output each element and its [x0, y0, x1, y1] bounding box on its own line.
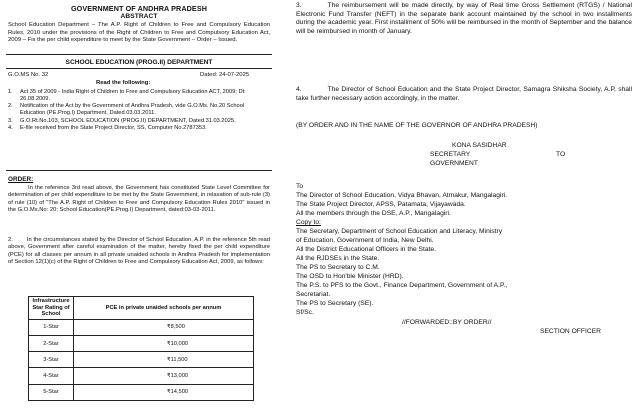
copy-item: The Secretary, Department of School Education and Literacy, Ministry	[296, 228, 503, 235]
to-label: To	[296, 183, 304, 190]
copy-item: The P.S. to PFS to the Govt., Finance Department, Government of A.P.,	[296, 282, 508, 289]
table-row: 4-Star ₹13,000	[29, 368, 254, 384]
order-paragraph-2: 2. In the circumstances stated by the Director of School Education, A.P. in the reference 5th read above, Government after careful examination of the matter, hereby fixed the per child expenditure (PCE) for all classes per annum in all private unaided schools in Andhra Pradesh for implementation of Section 12(1)(c) of the Right of Children to Free and Compulsory Education Act, 2009, as follows:	[8, 237, 270, 265]
copy-item: All the District Educational Officers in the State.	[296, 246, 437, 253]
copy-item: of Education, Government of India, New Delhi.	[296, 237, 434, 244]
go-date: Dated: 24-07-2025	[200, 72, 250, 78]
copy-item: Secretariat.	[296, 291, 331, 298]
by-order-line: (BY ORDER AND IN THE NAME OF THE GOVERNOR OF ANDHRA PRADESH)	[296, 122, 538, 129]
signatory-name: KONA SASIDHAR	[452, 142, 507, 149]
department-heading: SCHOOL EDUCATION (PROG.II) DEPARTMENT	[65, 59, 213, 66]
to-item: All the members through the DSE, A.P., Mangalagiri.	[296, 210, 451, 217]
forwarded-line: //FORWARDED::BY ORDER//	[402, 319, 492, 326]
to-item: The State Project Director, APSS, Patamata, Vijayawada.	[296, 201, 466, 208]
government-heading: GOVERNMENT OF ANDHRA PRADESH	[70, 4, 208, 13]
copy-item: The OSD to Hon'ble Minister (HRD).	[296, 273, 404, 280]
top-divider	[6, 54, 272, 55]
table-header-pce: PCE in private unaided schools per annum	[74, 297, 254, 320]
order-paragraph-4: 4. The Director of School Education and the State Project Director, Samagra Shiksha Society, A.P, shall take further necessary action accordingly, in the matter.	[296, 86, 632, 102]
order-paragraph-3: 3. The reimbursement will be made directly, by way of Real time Gross Settlement (RTGS) / National Electronic Fund Transfer (NEFT) in the separate bank account maintained by the school in two installments during the academic year. First installment of 50% will be reimbursed in the month of September and the balance will be reimbursed in month of January.	[296, 2, 632, 35]
signatory-title: SECRETARY	[430, 151, 471, 158]
copy-item: All the RJDSEs in the State.	[296, 255, 380, 262]
refs-divider	[6, 170, 272, 171]
order-paragraph-1: In the reference 3rd read above, the Government has constituted State Level Committee for determination of per child expenditure to be met by the State Government, in relaxation of sub-rule (3) of rule (10) of "The A.P. Right of Children to Free and Compulsory Education Rules 2010" issued in the G.O.Ms.No: 20; School Education(PE.Prog.I) Department, dated:03-03-2011.	[8, 185, 270, 213]
reference-item: 3. G.O.Rt.No.103, SCHOOL EDUCATION (PROG.II) DEPARTMENT, Dated.31.03.2025.	[8, 117, 236, 124]
reference-item: 2. Notification of the Act by the Government of Andhra Pradesh, vide G.O.Ms. No.20 School Education (PE.Prog.I) Department, Dated.03.03.2011.	[8, 103, 245, 117]
references-list	[8, 89, 270, 133]
copy-to-label: Copy to:	[296, 219, 321, 226]
table-header-rating: Infrastructure Star Rating of School	[29, 297, 74, 320]
reference-item: 1. Act 35 of 2009 - India Right of Children to Free and Compulsory Education ACT, 2009; Dt: 26.08.2009.	[8, 89, 246, 102]
reference-item: 4. E-file received from the State Project Director, SS, Computer No.2787353.	[8, 125, 207, 132]
section-officer: SECTION OFFICER	[540, 328, 601, 335]
order-heading: ORDER:	[8, 176, 34, 183]
table-row: 3-Star ₹11,500	[29, 352, 254, 368]
abstract-heading: ABSTRACT	[120, 13, 158, 20]
go-number: G.O.MS No. 32	[8, 72, 49, 78]
signatory-government: GOVERNMENT	[430, 160, 478, 167]
copy-item: The PS to Secretary (SE).	[296, 300, 374, 307]
pce-table	[28, 296, 254, 401]
copy-item: The PS to Secretary to C.M.	[296, 264, 380, 271]
dept-divider	[6, 68, 272, 69]
copy-item: Sf/Sc.	[296, 309, 314, 316]
table-row: 1-Star ₹8,500	[29, 319, 254, 335]
to-item: The Director of School Education, Vidya Bhavan, Atmakur, Mangalagiri.	[296, 192, 508, 199]
read-label: Read the following:	[96, 80, 151, 86]
table-row: 5-Star ₹14,500	[29, 384, 254, 400]
subject-text: School Education Department – The A.P. Right of Children to Free and Compulsory Education Rules, 2010 under the provisions of the Right of Children to Free and Compulsory Education Act, 2009 – Fix the per child expenditure to meet by the State Government – Order – Issued.	[8, 22, 270, 43]
signatory-to: TO	[556, 151, 566, 158]
table-row: 2-Star ₹10,000	[29, 335, 254, 351]
